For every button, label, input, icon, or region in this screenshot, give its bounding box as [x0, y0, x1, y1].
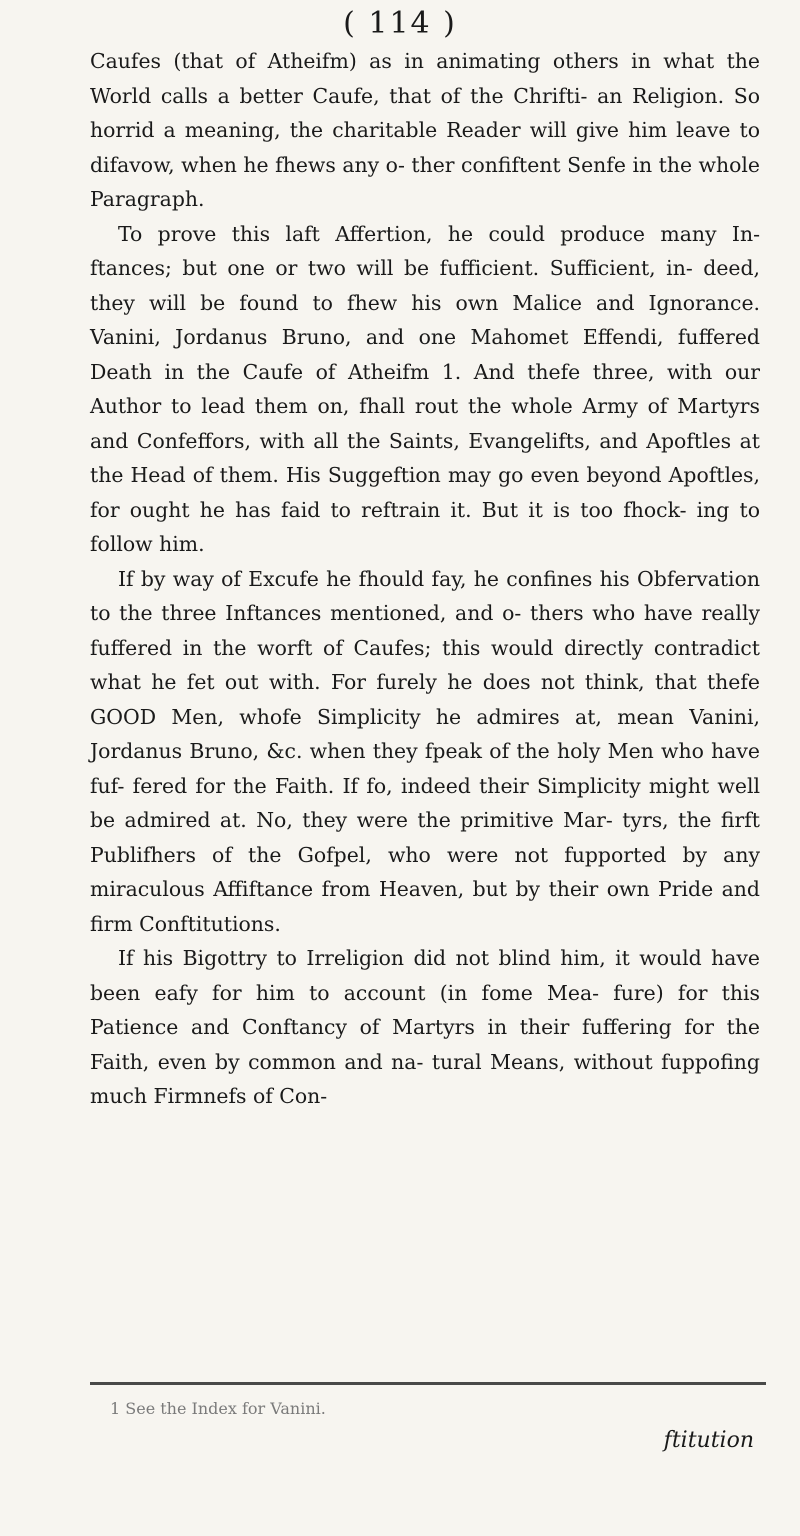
body-text	[90, 44, 760, 1114]
footnote-divider	[90, 1382, 766, 1385]
paragraph-2: To prove this laft Affertion, he could produce many In- ftances; but one or two will be fufficient. Sufficient, in- deed, they will be found to fhew his own Malice and Ignorance. Vanini, Jordanus Bruno, and one Mahomet Effendi, fuffered Death in the Caufe of Atheifm 1. And thefe three, with our Author to lead them on, fhall rout the whole Army of Martyrs and Confeffors, with all the Saints, Evangelifts, and Apoftles at the Head of them. His Suggeftion may go even beyond Apoftles, for ought he has faid to reftrain it. But it is too fhock- ing to follow him.	[90, 221, 760, 556]
page-number: ( 114 )	[343, 6, 457, 41]
footnote: 1 See the Index for Vanini.	[110, 1399, 326, 1418]
paragraph-3: If by way of Excufe he fhould fay, he confines his Obfervation to the three Inftances mentioned, and o- thers who have really fuffered in the worft of Caufes; this would directly contradict what he fet out with. For furely he does not think, that thefe GOOD Men, whofe Simplicity he admires at, mean Vanini, Jordanus Bruno, &c. when they fpeak of the holy Men who have fuf- fered for the Faith. If fo, indeed their Simplicity might well be admired at. No, they were the primitive Mar- tyrs, the firft Publifhers of the Gofpel, who were not fupported by any miraculous Affiftance from Heaven, but by their own Pride and firm Conftitutions.	[90, 566, 760, 936]
paragraph-4: If his Bigottry to Irreligion did not blind him, it would have been eafy for him to account (in fome Mea- fure) for this Patience and Conftancy of Martyrs in their fuffering for the Faith, even by common and na- tural Means, without fuppofing much Firmnefs of Con-	[90, 946, 760, 1108]
catchword: ftitution	[663, 1428, 754, 1453]
paragraph-1: Caufes (that of Atheifm) as in animating others in what the World calls a better Caufe, that of the Chrifti- an Religion. So horrid a meaning, the charitable Reader will give him leave to difavow, when he fhews any o- ther confiftent Senfe in the whole Paragraph.	[90, 49, 760, 211]
